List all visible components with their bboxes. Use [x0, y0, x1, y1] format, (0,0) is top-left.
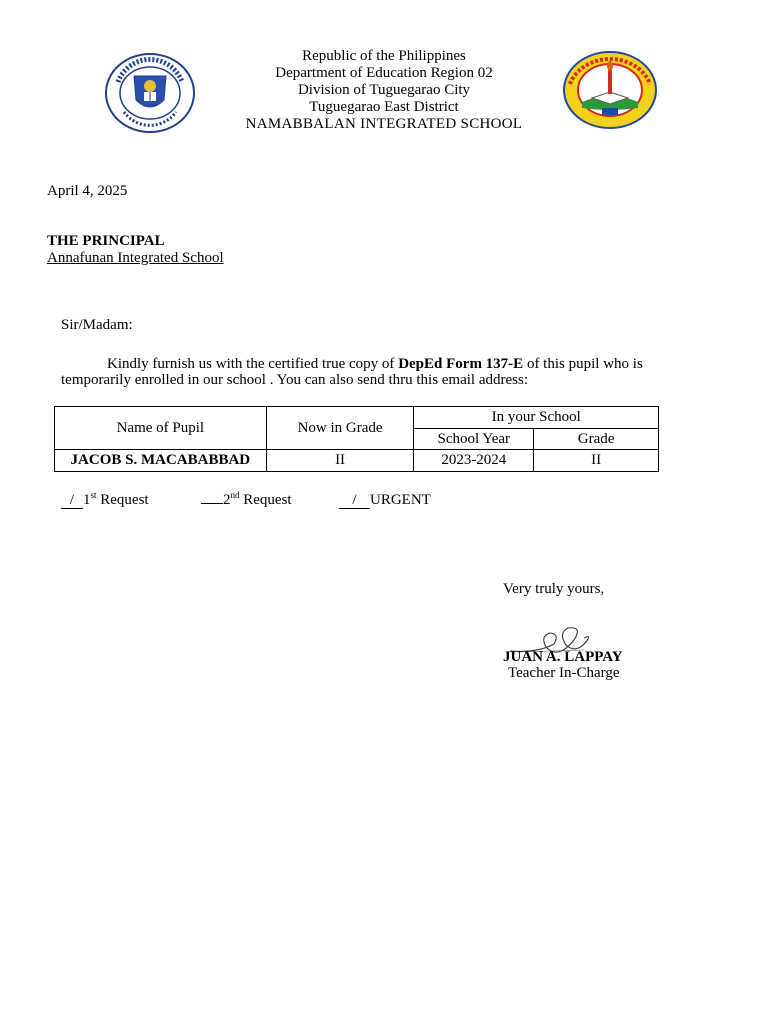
cell-now-in-grade: II: [266, 450, 414, 472]
first-request-option: [61, 492, 149, 509]
first-request-mark: /: [61, 493, 83, 509]
urgent-option: [339, 492, 431, 509]
header-school-year: School Year: [414, 429, 534, 450]
letterhead-line-department: Department of Education Region 02: [275, 65, 493, 81]
letter-date: April 4, 2025: [47, 183, 128, 199]
table-row: [55, 450, 659, 472]
signer-title: Teacher In-Charge: [508, 665, 620, 681]
form-name: DepEd Form 137-E: [398, 356, 524, 372]
second-request-mark: [201, 503, 223, 504]
signer-name: JUAN A. LAPPAY: [503, 649, 623, 665]
urgent-mark: /: [339, 493, 370, 509]
first-request-suffix: st: [90, 490, 97, 500]
deped-seal-logo: [104, 52, 196, 134]
body-text-part1: Kindly furnish us with the certified true copy of: [107, 356, 399, 372]
cell-school-year: 2023-2024: [414, 450, 534, 472]
letterhead: [200, 48, 568, 133]
cell-grade: II: [534, 450, 659, 472]
header-now-in-grade: Now in Grade: [266, 407, 414, 450]
recipient-school: Annafunan Integrated School: [47, 250, 224, 266]
cell-pupil-name: JACOB S. MACABABBAD: [55, 450, 267, 472]
second-request-label: Request: [239, 492, 292, 508]
salutation: Sir/Madam:: [61, 317, 133, 333]
header-in-your-school: In your School: [414, 407, 659, 429]
body-paragraph: [61, 356, 671, 388]
first-request-number: 1: [83, 492, 91, 508]
first-request-label: Request: [96, 492, 149, 508]
school-seal-logo: [562, 50, 658, 130]
urgent-label: URGENT: [370, 492, 431, 508]
second-request-option: [201, 492, 292, 509]
body-text-part2: of this pupil who is temporarily enrolled in our school . You can also send thru this email address:: [61, 356, 643, 388]
pupil-table: [54, 406, 659, 472]
second-request-number: 2: [223, 492, 231, 508]
letterhead-line-republic: Republic of the Philippines: [302, 48, 466, 64]
letterhead-line-division: Division of Tuguegarao City: [297, 82, 471, 98]
recipient-title: THE PRINCIPAL: [47, 233, 165, 249]
second-request-suffix: nd: [230, 490, 240, 500]
header-grade: Grade: [534, 429, 659, 450]
header-name-of-pupil: Name of Pupil: [55, 407, 267, 450]
closing: Very truly yours,: [503, 581, 605, 597]
letterhead-line-district: Tuguegarao East District: [309, 99, 459, 115]
letterhead-school-name: NAMABBALAN INTEGRATED SCHOOL: [245, 116, 523, 132]
